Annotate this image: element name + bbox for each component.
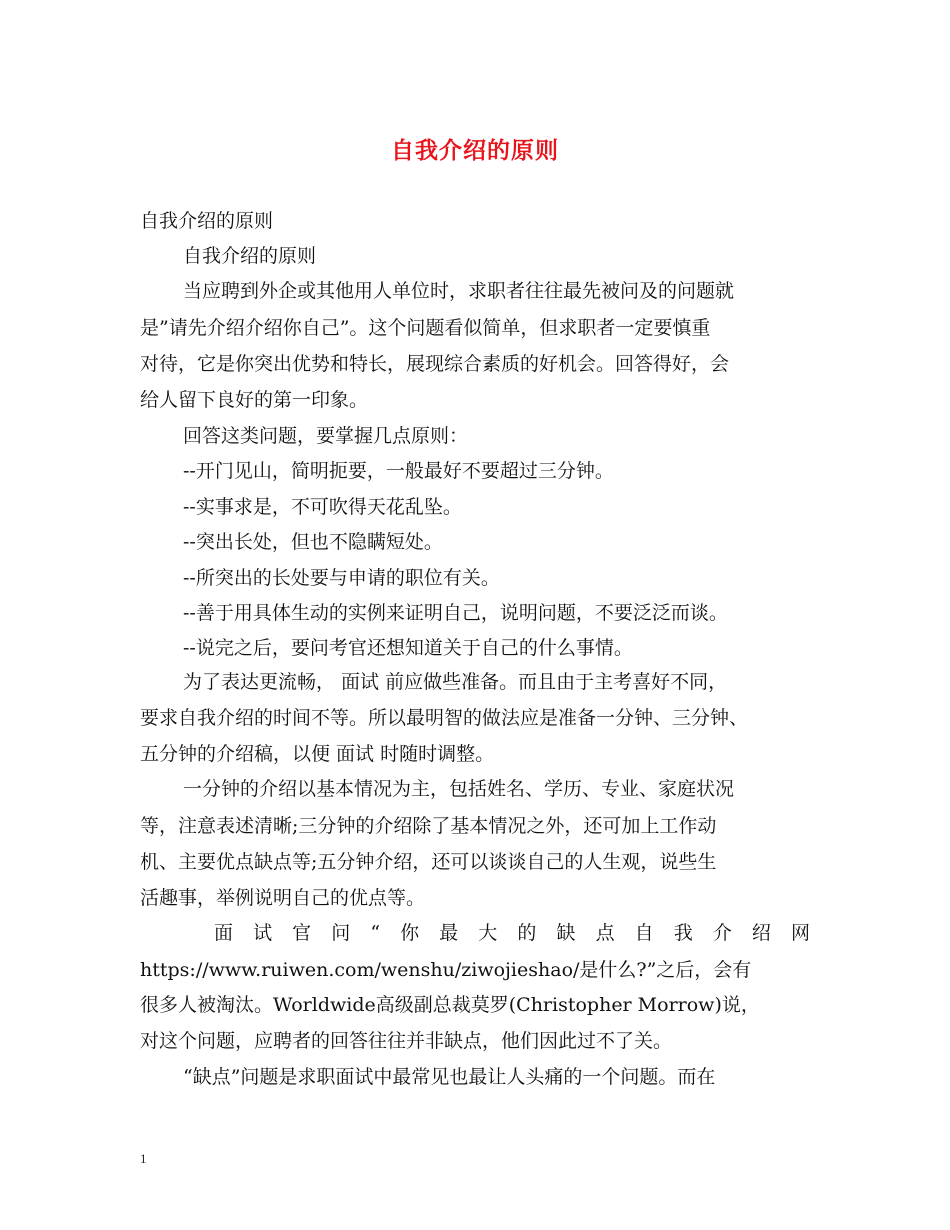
body-line: 对待，它是你突出优势和特长，展现综合素质的好机会。回答得好，会 xyxy=(140,353,730,375)
body-line: “缺点”问题是求职面试中最常见也最让人头痛的一个问题。而在 xyxy=(183,1066,716,1088)
body-line: 当应聘到外企或其他用人单位时，求职者往往最先被问及的问题就 xyxy=(183,280,735,302)
body-line: 自我介绍的原则 xyxy=(140,210,274,232)
body-line: 给人留下良好的第一印象。 xyxy=(140,389,369,411)
body-line: 等，注意表述清晰;三分钟的介绍除了基本情况之外，还可加上工作动 xyxy=(140,815,717,837)
list-item: --说完之后，要问考官还想知道关于自己的什么事情。 xyxy=(183,637,633,659)
document-title: 自我介绍的原则 xyxy=(391,137,559,164)
list-item: --开门见山，简明扼要，一般最好不要超过三分钟。 xyxy=(183,460,614,482)
body-line: 自我介绍的原则 xyxy=(183,245,317,267)
body-line: 五分钟的介绍稿，以便 面试 时随时调整。 xyxy=(140,743,495,765)
list-item: --实事求是，不可吹得天花乱坠。 xyxy=(183,496,462,518)
body-line: 面试官问“你最大的缺点自我介绍网 xyxy=(214,922,810,944)
body-line: 机、主要优点缺点等;五分钟介绍，还可以谈谈自己的人生观，说些生 xyxy=(140,851,717,873)
body-line: 一分钟的介绍以基本情况为主，包括姓名、学历、专业、家庭状况 xyxy=(183,778,735,800)
body-line: 为了表达更流畅， 面试 前应做些准备。而且由于主考喜好不同， xyxy=(183,671,728,693)
list-item: --突出长处，但也不隐瞒短处。 xyxy=(183,531,443,553)
page-number: 1 xyxy=(140,1151,147,1166)
body-line: 要求自我介绍的时间不等。所以最明智的做法应是准备一分钟、三分钟、 xyxy=(140,707,749,729)
body-line: 很多人被淘汰。Worldwide高级副总裁莫罗(Christopher Morrow)说， xyxy=(140,994,760,1016)
list-item: --所突出的长处要与申请的职位有关。 xyxy=(183,567,500,589)
body-line: 是”请先介绍介绍你自己”。这个问题看似简单，但求职者一定要慎重 xyxy=(140,317,711,339)
body-line: 回答这类问题，要掌握几点原则： xyxy=(183,425,469,447)
body-line: 对这个问题，应聘者的回答往往并非缺点，他们因此过不了关。 xyxy=(140,1030,673,1052)
body-line: https://www.ruiwen.com/wenshu/ziwojieshao/是什么?”之后，会有 xyxy=(140,959,752,981)
list-item: --善于用具体生动的实例来证明自己，说明问题，不要泛泛而谈。 xyxy=(183,602,728,624)
body-line: 活趣事，举例说明自己的优点等。 xyxy=(140,887,426,909)
